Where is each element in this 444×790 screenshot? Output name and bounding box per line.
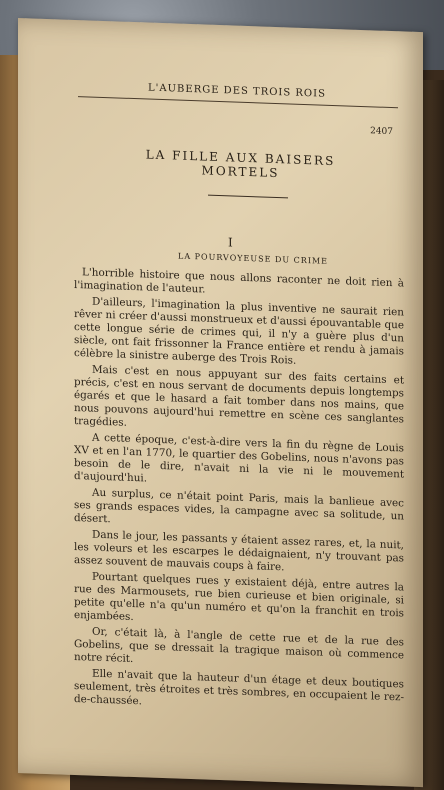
paragraph: A cette époque, c'est-à-dire vers la fin du règne de Louis XV et en l'an 1770, le quartier des Gobelins, nous n'avons pas besoin de le dire, n'avait ni la vie ni le mouvement d'aujourd'hui.: [74, 431, 404, 485]
chapter-subtitle: LA POURVOYEUSE DU CRIME: [178, 251, 329, 266]
running-head: L'AUBERGE DES TROIS ROIS: [148, 82, 326, 100]
chapter-number: I: [228, 235, 233, 250]
paragraph: Dans le jour, les passants y étaient assez rares, et, la nuit, les voleurs et les escarpes le dédaignaient, n'y trouvant pas assez souvent de mauvais coups à faire.: [74, 528, 404, 574]
paragraph: Mais c'est en nous appuyant sur des faits certains et précis, c'est en nous servant de documents depuis longtemps égarés et que le hasard a fait tomber dans nos mains, que nous pouvons aujourd'hui remettre en scène ces sanglantes tragédies.: [74, 363, 404, 429]
chapter-title: LA FILLE AUX BAISERS MORTELS: [145, 147, 336, 181]
page-number: 2407: [370, 126, 393, 138]
paragraph: L'horrible histoire que nous allons raconter ne doit rien à l'imagination de l'auteur.: [74, 266, 404, 296]
book-page: [18, 18, 423, 787]
paragraph: Au surplus, ce n'était point Paris, mais la banlieue avec ses grands espaces vides, la campagne avec sa solitude, un désert.: [74, 486, 404, 526]
paragraph: Pourtant quelques rues y existaient déjà, entre autres la rue des Marmousets, rue bien curieuse et bien originale, si petite qu'elle n'a qu'un numéro et qu'on la franchit en trois enjambées.: [74, 570, 404, 624]
paragraph: Elle n'avait que la hauteur d'un étage et deux boutiques seulement, très étroites et très sombres, en occupaient le rez-de-chaussée.: [74, 667, 404, 708]
paragraph: D'ailleurs, l'imagination la plus inventive ne saurait rien rêver ni créer d'aussi monstrueux et d'aussi épouvantable que cette longue série de crimes qui, il n'y a guère plus d'un siècle, ont fait frissonner la France entière et rendu à jamais célèbre la sinistre auberge des Trois Rois.: [74, 295, 404, 367]
body-text: [74, 266, 404, 721]
paragraph: Or, c'était là, à l'angle de cette rue et de la rue des Gobelins, que se dressait la tragique maison où commence notre récit.: [74, 625, 404, 666]
title-rule: [208, 195, 288, 199]
